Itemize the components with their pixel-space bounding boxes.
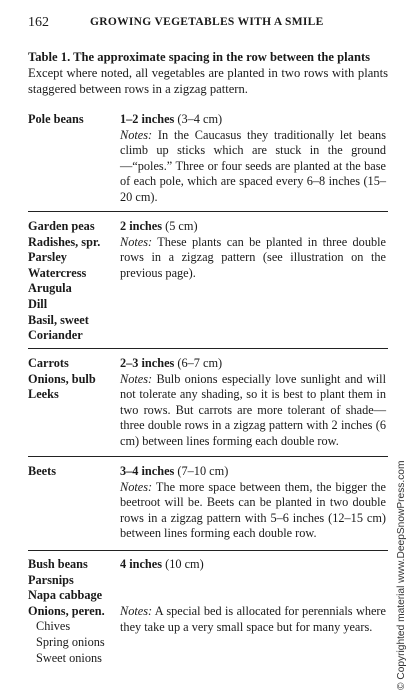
- plant-subname: Spring onions: [36, 634, 105, 649]
- notes-text: Bulb onions especially love sunlight and will not tolerate any shading, so it is best to plant them in two rows. But carrots are more tolerant of shade—three double rows in a zigzag pattern with 2 inches (6 cm) between lines forming each double row.: [120, 371, 386, 448]
- spacing-value: 4 inches: [120, 557, 163, 571]
- plant-name: Pole beans: [28, 112, 84, 126]
- spacing-metric: (10 cm): [162, 557, 204, 571]
- plant-names: [28, 356, 120, 403]
- spacing-description: [120, 464, 386, 542]
- spacing-metric: (7–10 cm): [174, 464, 229, 478]
- plant-name: Leeks: [28, 387, 59, 402]
- spacing-description: [120, 112, 386, 206]
- spacing-description: [120, 356, 386, 450]
- plant-subname: Chives: [36, 619, 71, 634]
- row-divider: [28, 550, 388, 551]
- row-divider: [28, 211, 388, 212]
- notes-label: Notes:: [120, 127, 153, 142]
- page-number: 162: [28, 15, 49, 30]
- row-divider: [28, 456, 388, 457]
- plant-name: Carrots: [28, 356, 69, 370]
- spacing-value: 1–2 inches: [120, 112, 175, 126]
- notes-label: Notes:: [120, 479, 153, 494]
- spacing-description: [120, 557, 386, 573]
- plant-name: Bush beans: [28, 557, 88, 571]
- spacing-value: 2–3 inches: [120, 356, 175, 370]
- spacing-metric: (6–7 cm): [174, 356, 223, 370]
- plant-name: Parsley: [28, 250, 67, 265]
- row-divider: [28, 348, 388, 349]
- spacing-metric: (5 cm): [162, 219, 198, 233]
- notes-text: In the Caucasus they traditionally let beans climb up sticks which are stuck in the ground—“poles.” Three or four seeds are planted at the base of each pole, which are spaced every 6–8 inches (15–20 cm).: [120, 127, 386, 204]
- plant-subname: Sweet onions: [36, 650, 102, 665]
- notes-label: Notes:: [120, 371, 153, 386]
- notes-label: Notes:: [120, 604, 153, 618]
- plant-name: Onions, bulb: [28, 371, 96, 386]
- plant-name: Basil, sweet: [28, 312, 89, 327]
- table-caption: [28, 49, 388, 97]
- spacing-notes: [120, 604, 386, 635]
- plant-name: Parsnips: [28, 572, 74, 587]
- plant-names: [28, 557, 120, 666]
- table-title: Table 1. The approximate spacing in the row between the plants: [28, 50, 371, 64]
- notes-label: Notes:: [120, 234, 153, 249]
- copyright-watermark: © Copyrighted material www.DeepSnowPress.com: [396, 460, 407, 690]
- plant-name: Garden peas: [28, 219, 95, 233]
- spacing-value: 2 inches: [120, 219, 163, 233]
- plant-name: Arugula: [28, 281, 72, 296]
- spacing-description: [120, 219, 386, 281]
- spacing-metric: (3–4 cm): [174, 112, 223, 126]
- plant-names: [28, 112, 120, 128]
- plant-name: Napa cabbage: [28, 588, 103, 603]
- plant-name: Onions, peren.: [28, 603, 105, 618]
- plant-names: [28, 219, 120, 344]
- plant-name: Radishes, spr.: [28, 234, 101, 249]
- plant-name: Watercress: [28, 265, 87, 280]
- spacing-value: 3–4 inches: [120, 464, 175, 478]
- plant-name: Coriander: [28, 328, 83, 343]
- plant-name: Beets: [28, 464, 56, 478]
- running-title: GROWING VEGETABLES WITH A SMILE: [90, 16, 324, 28]
- notes-text: These plants can be planted in three double rows in a zigzag pattern (see illustration on the previous page).: [120, 234, 386, 280]
- notes-text: The more space between them, the bigger the beetroot will be. Beets can be planted in two double rows in a zigzag pattern with 5–6 inches (12–15 cm) between lines forming each double row.: [120, 479, 386, 541]
- table-intro: Except where noted, all vegetables are planted in two rows with plants staggered between rows in a zigzag pattern.: [28, 66, 388, 96]
- plant-names: [28, 464, 120, 480]
- plant-name: Dill: [28, 296, 48, 311]
- notes-text: A special bed is allocated for perennials where they take up a very small space but for many years.: [120, 604, 386, 634]
